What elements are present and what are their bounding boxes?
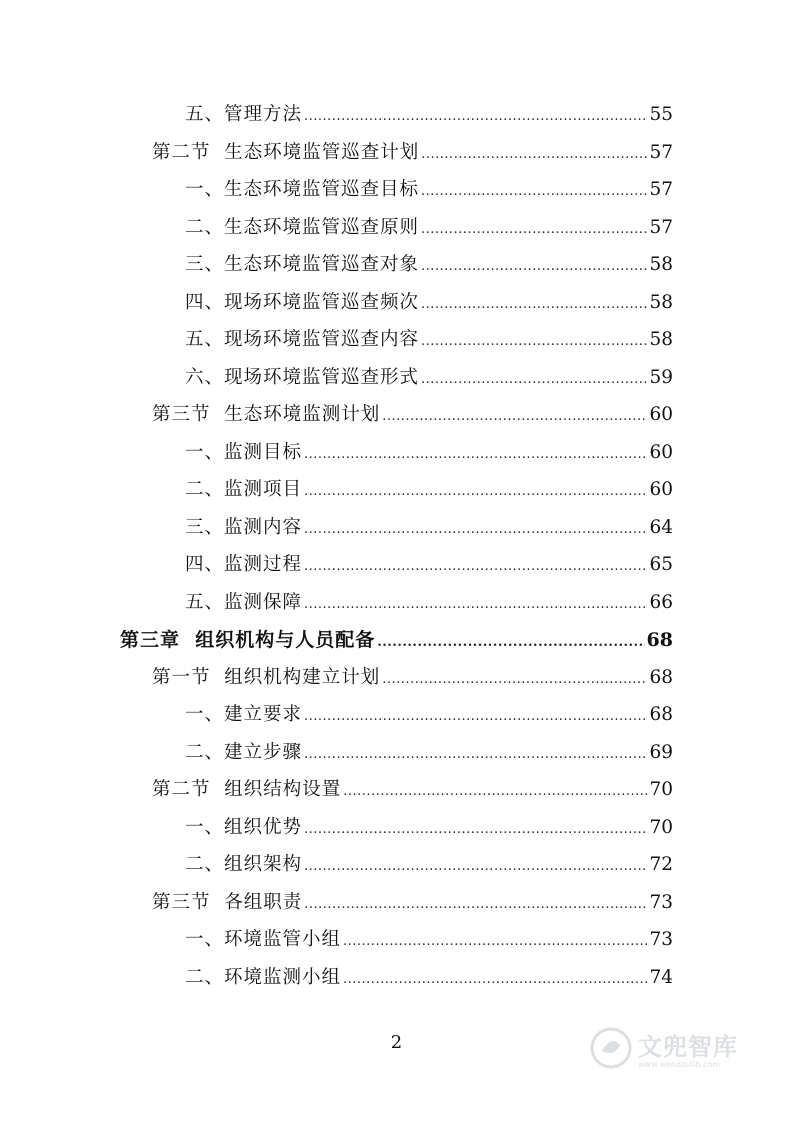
toc-leader-dots — [421, 147, 647, 162]
toc-entry-label: 第二节 生态环境监管巡查计划 — [152, 141, 420, 163]
toc-leader-dots — [421, 372, 647, 387]
toc-leader-dots — [343, 934, 647, 949]
toc-leader-dots — [421, 297, 647, 312]
toc-section-entry[interactable] — [152, 400, 673, 430]
toc-entry-page: 73 — [649, 891, 673, 913]
watermark — [590, 1018, 760, 1078]
toc-entry-label: 第二节 组织结构设置 — [152, 779, 342, 800]
toc-leader-dots — [304, 109, 647, 124]
toc-section-entry[interactable] — [152, 663, 673, 693]
toc-leader-dots — [382, 672, 647, 687]
toc-entry-page: 58 — [649, 329, 673, 350]
toc-entry-label: 四、监测过程 — [185, 554, 303, 575]
toc-entry-label: 二、建立步骤 — [185, 741, 303, 763]
toc-entry-label: 二、环境监测小组 — [185, 966, 342, 988]
toc-entry-page: 68 — [646, 629, 673, 651]
toc-leader-dots — [421, 222, 647, 237]
watermark-url: www.wendoulib.com — [638, 1060, 721, 1069]
toc-section-entry[interactable] — [152, 138, 673, 168]
page-number: 2 — [390, 1032, 403, 1053]
toc-entry-page: 68 — [649, 666, 673, 688]
toc-leader-dots — [304, 859, 647, 874]
toc-entry-label: 第三节 各组职责 — [152, 891, 303, 913]
toc-chapter-entry[interactable] — [120, 625, 673, 655]
toc-entry-label: 一、建立要求 — [185, 704, 303, 725]
toc-entry-label: 一、环境监管小组 — [185, 929, 342, 950]
toc-entry-label: 五、现场环境监管巡查内容 — [185, 329, 420, 350]
toc-entry-page: 60 — [649, 441, 673, 463]
toc-entry-page: 60 — [649, 404, 673, 425]
toc-item-entry[interactable] — [185, 288, 673, 318]
toc-leader-dots — [421, 334, 647, 349]
toc-item-entry[interactable] — [185, 588, 673, 618]
toc-entry-label: 二、生态环境监管巡查原则 — [185, 216, 420, 238]
toc-entry-page: 73 — [649, 929, 673, 950]
toc-item-entry[interactable] — [185, 550, 673, 580]
toc-entry-label: 五、管理方法 — [185, 104, 303, 125]
toc-leader-dots — [304, 822, 647, 837]
toc-section-entry[interactable] — [152, 775, 673, 805]
toc-leader-dots — [304, 484, 647, 499]
toc-entry-page: 60 — [649, 479, 673, 500]
toc-entry-page: 69 — [649, 741, 673, 763]
toc-entry-label: 三、监测内容 — [185, 516, 303, 538]
toc-leader-dots — [304, 897, 647, 912]
toc-leader-dots — [421, 259, 647, 274]
toc-entry-label: 三、生态环境监管巡查对象 — [185, 254, 420, 275]
toc-entry-page: 57 — [649, 216, 673, 238]
toc-entry-label: 第三章 组织机构与人员配备 — [120, 629, 376, 651]
toc-entry-page: 66 — [649, 591, 673, 613]
toc-entry-label: 一、组织优势 — [185, 816, 303, 838]
toc-entry-page: 55 — [649, 104, 673, 125]
toc-item-entry[interactable] — [185, 963, 673, 993]
toc-entry-page: 70 — [649, 779, 673, 800]
toc-entry-page: 65 — [649, 554, 673, 575]
toc-entry-label: 一、生态环境监管巡查目标 — [185, 179, 420, 200]
toc-entry-page: 58 — [649, 291, 673, 313]
toc-entry-page: 74 — [649, 966, 673, 988]
toc-item-entry[interactable] — [185, 100, 673, 130]
toc-entry-page: 70 — [649, 816, 673, 838]
toc-entry-label: 二、监测项目 — [185, 479, 303, 500]
watermark-title: 文兜智库 — [638, 1033, 738, 1061]
toc-leader-dots — [382, 409, 647, 424]
toc-entry-label: 六、现场环境监管巡查形式 — [185, 366, 420, 388]
toc-leader-dots — [304, 447, 647, 462]
toc-entry-page: 57 — [649, 141, 673, 163]
toc-item-entry[interactable] — [185, 475, 673, 505]
toc-item-entry[interactable] — [185, 925, 673, 955]
toc-item-entry[interactable] — [185, 438, 673, 468]
toc-section-entry[interactable] — [152, 888, 673, 918]
toc-leader-dots — [304, 597, 647, 612]
toc-entry-label: 五、监测保障 — [185, 591, 303, 613]
toc-entry-page: 68 — [649, 704, 673, 725]
toc-entry-page: 57 — [649, 179, 673, 200]
toc-leader-dots — [304, 709, 647, 724]
toc-item-entry[interactable] — [185, 738, 673, 768]
toc-item-entry[interactable] — [185, 363, 673, 393]
toc-item-entry[interactable] — [185, 513, 673, 543]
toc-entry-label: 一、监测目标 — [185, 441, 303, 463]
toc-entry-page: 58 — [649, 254, 673, 275]
toc-entry-page: 59 — [649, 366, 673, 388]
toc-leader-dots — [304, 522, 647, 537]
toc-item-entry[interactable] — [185, 325, 673, 355]
toc-leader-dots — [343, 784, 647, 799]
toc-leader-dots — [343, 972, 647, 987]
toc-entry-page: 72 — [649, 854, 673, 875]
toc-leader-dots — [304, 747, 647, 762]
toc-entry-page: 64 — [649, 516, 673, 538]
toc-item-entry[interactable] — [185, 250, 673, 280]
toc-item-entry[interactable] — [185, 813, 673, 843]
toc-leader-dots — [377, 635, 644, 650]
toc-entry-label: 第一节 组织机构建立计划 — [152, 666, 381, 688]
toc-entry-label: 二、组织架构 — [185, 854, 303, 875]
toc-entry-label: 第三节 生态环境监测计划 — [152, 404, 381, 425]
toc-entry-label: 四、现场环境监管巡查频次 — [185, 291, 420, 313]
toc-item-entry[interactable] — [185, 213, 673, 243]
toc-leader-dots — [421, 184, 647, 199]
toc-item-entry[interactable] — [185, 700, 673, 730]
toc-item-entry[interactable] — [185, 175, 673, 205]
toc-leader-dots — [304, 559, 647, 574]
wendou-logo-icon — [590, 1027, 632, 1069]
toc-item-entry[interactable] — [185, 850, 673, 880]
